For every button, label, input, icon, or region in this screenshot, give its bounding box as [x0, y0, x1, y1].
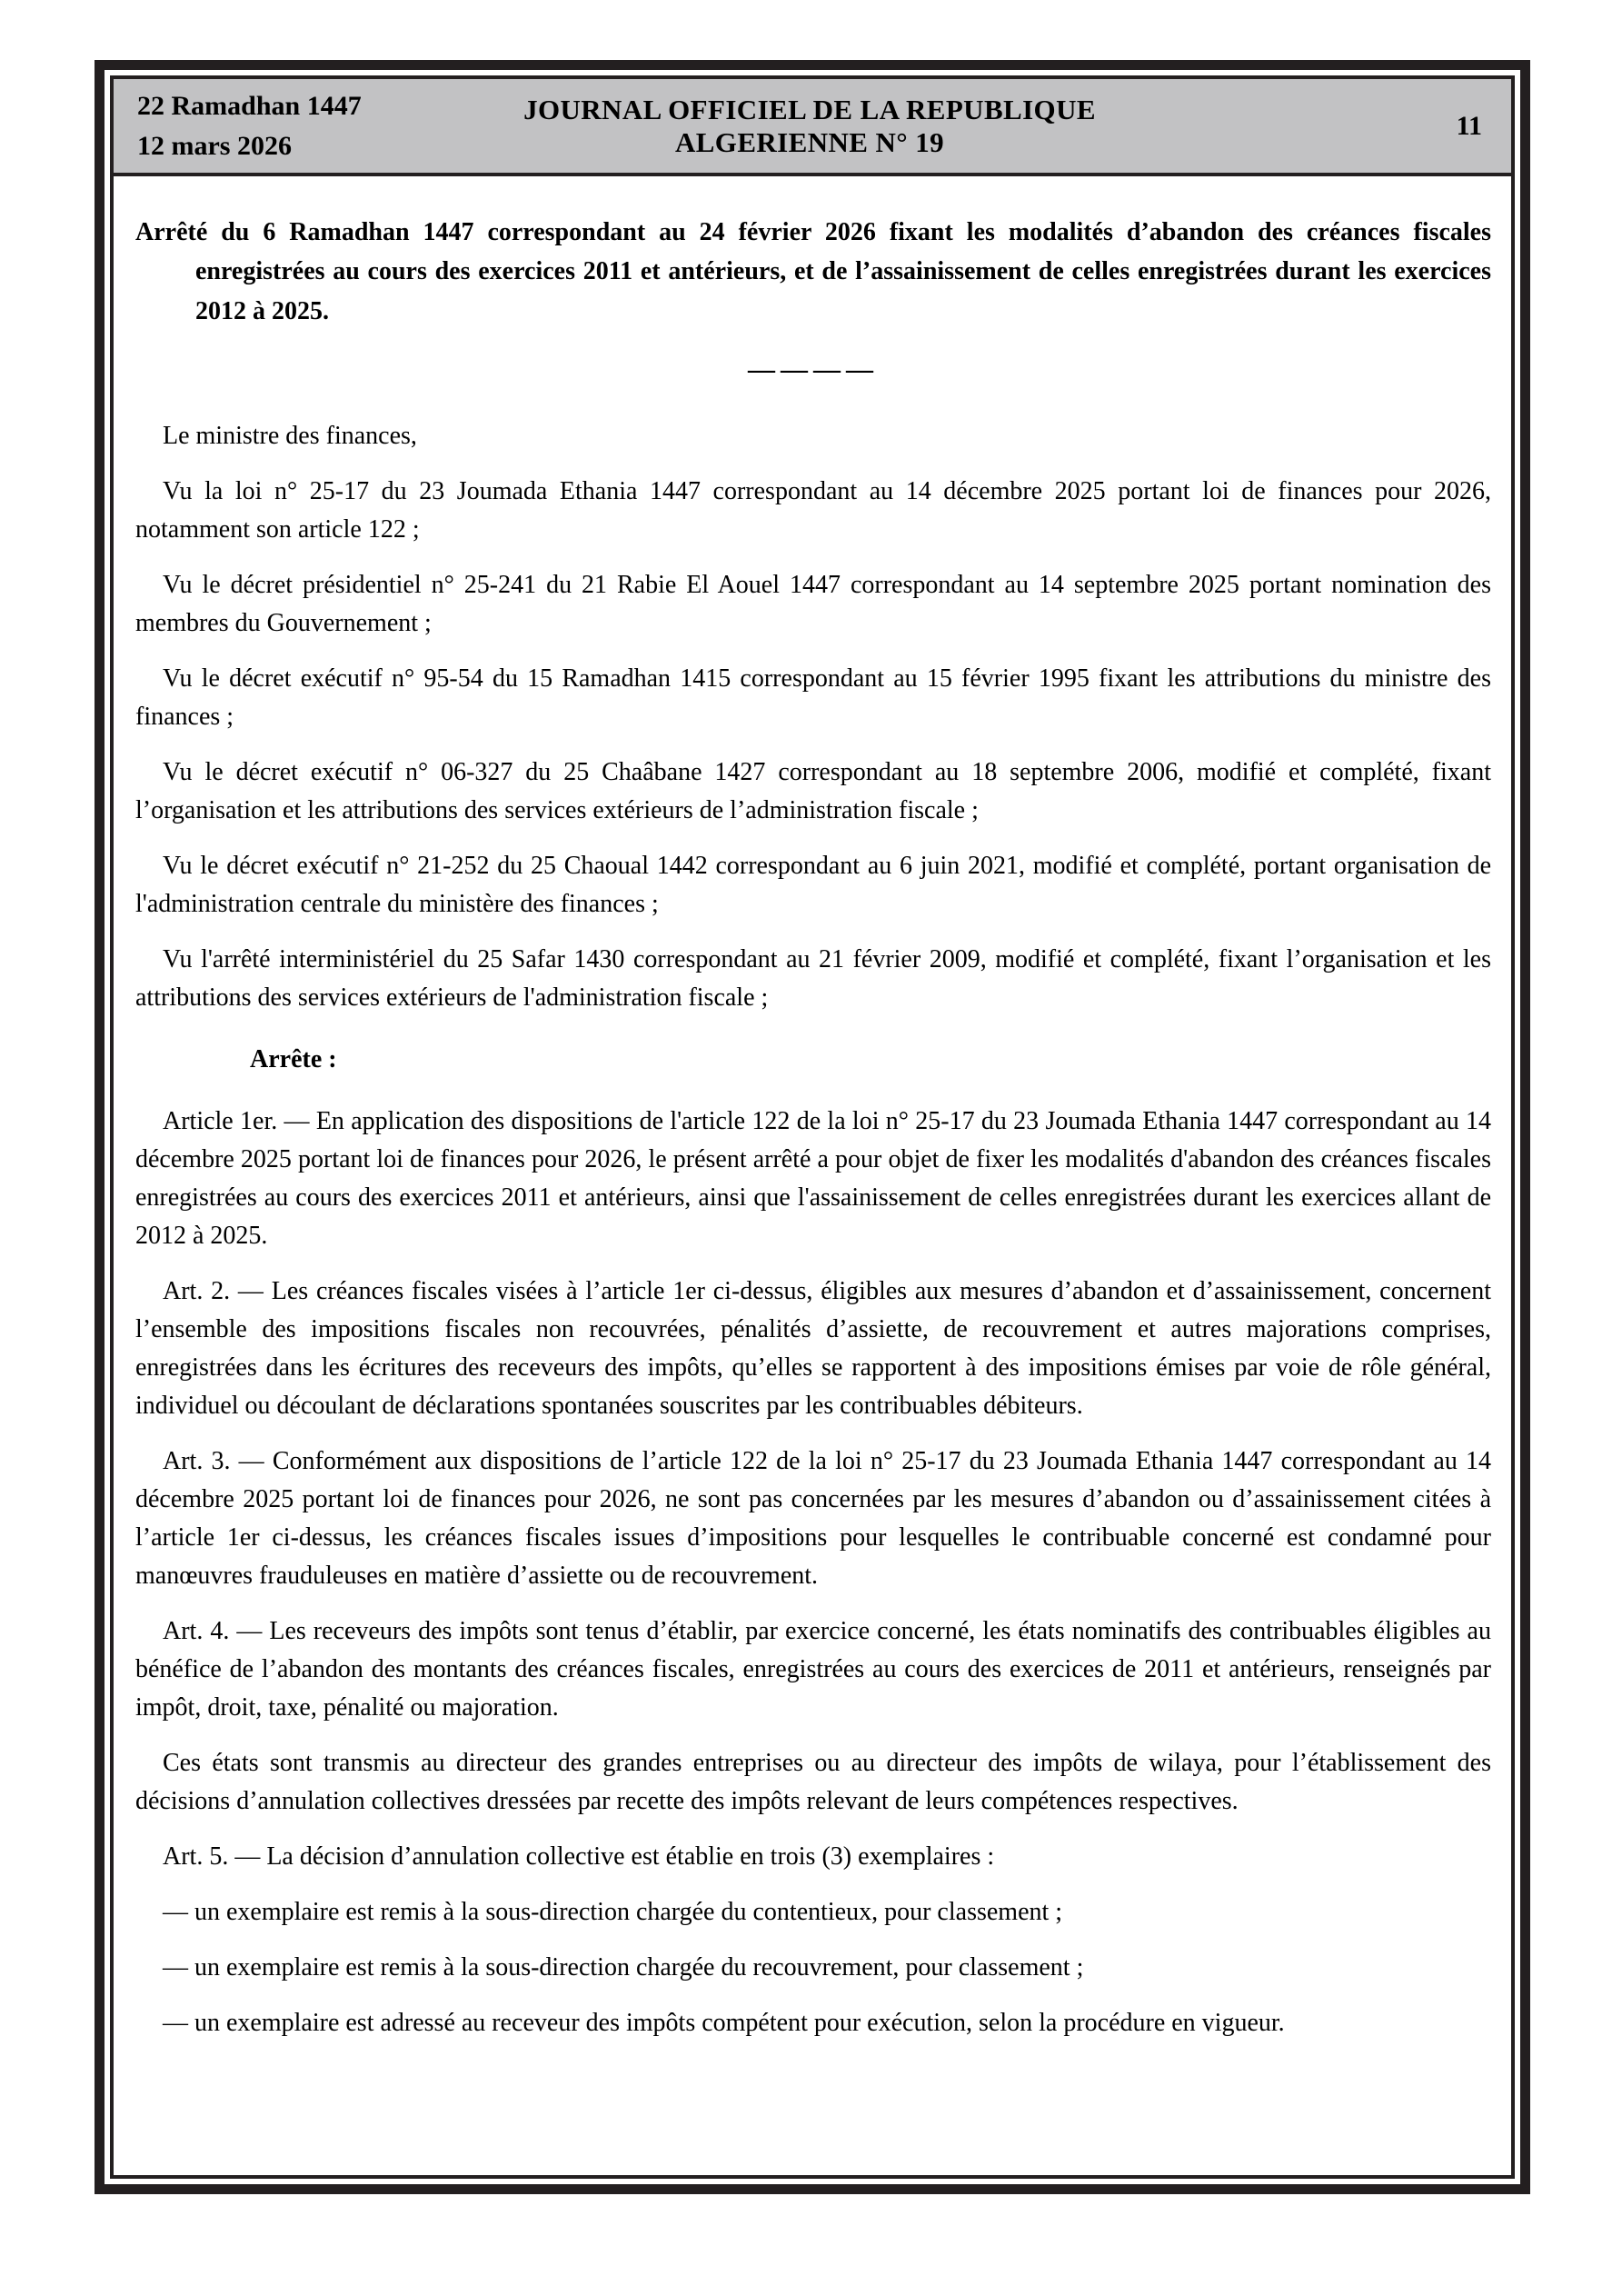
- article-2-paragraph: Art. 2. — Les créances fiscales visées à l’article 1er ci-dessus, éligibles aux mesures d’abandon et d’assainissement, concernent l’ensemble des impositions fiscales non recouvrées, pénalités d’assiette, de recouvrement et autres majorations comprises, enregistrées dans les écritures des receveurs des impôts, qu’elles se rapportent à des impositions émises par voie de rôle général, individuel ou découlant de déclarations spontanées souscrites par les contribuables débiteurs.: [135, 1277, 1491, 1421]
- paragraph-minister: Le ministre des finances,: [163, 422, 417, 451]
- article-4-continuation: Ces états sont transmis au directeur des grandes entreprises ou au directeur des impôts de wilaya, pour l’établissement des décisions d’annulation collectives dressées par recette des impôts relevant de leurs compétences respectives.: [135, 1749, 1491, 1816]
- bullet-item: — un exemplaire est adressé au receveur des impôts compétent pour exécution, selon la procédure en vigueur.: [163, 2009, 1285, 2038]
- bullet-item: — un exemplaire est remis à la sous-direction chargée du contentieux, pour classement ;: [163, 1898, 1063, 1927]
- page-number: 11: [1456, 110, 1482, 141]
- page-frame: [95, 60, 1530, 2194]
- title-separator: ————: [748, 354, 879, 385]
- bullet-item: — un exemplaire est remis à la sous-direction chargée du recouvrement, pour classement ;: [163, 1953, 1084, 1982]
- decree-title: Arrêté du 6 Ramadhan 1447 correspondant au 24 février 2026 fixant les modalités d’abandon des créances fiscales enregistrées au cours des exercices 2011 et antérieurs, et de l’assainissement de celles enregistrées durant les exercices 2012 à 2025.: [135, 218, 1491, 325]
- header-dates: [137, 86, 437, 165]
- article-3-paragraph: Art. 3. — Conformément aux dispositions de l’article 122 de la loi n° 25-17 du 23 Joumada Ethania 1447 correspondant au 14 décembre 2025 portant loi de finances pour 2026, ne sont pas concernées par les mesures d’abandon ou d’assainissement citées à l’article 1er ci-dessus, les créances fiscales issues d’impositions pour lesquelles le contribuable concerné est condamné pour manœuvres frauduleuses en matière d’assiette ou de recouvrement.: [135, 1447, 1491, 1591]
- visa-paragraph: Vu la loi n° 25-17 du 23 Joumada Ethania 1447 correspondant au 14 décembre 2025 portant loi de finances pour 2026, notamment son article 122 ;: [135, 477, 1491, 544]
- visa-paragraph: Vu le décret exécutif n° 21-252 du 25 Chaoual 1442 correspondant au 6 juin 2021, modifié et complété, portant organisation de l'administration centrale du ministère des finances ;: [135, 852, 1491, 919]
- document-body: [114, 176, 1511, 2175]
- visa-paragraph: Vu l'arrêté interministériel du 25 Safar 1430 correspondant au 21 février 2009, modifié et complété, fixant l’organisation et les attributions des services extérieurs de l'administration fiscale ;: [135, 945, 1491, 1013]
- article-4-paragraph: Art. 4. — Les receveurs des impôts sont tenus d’établir, par exercice concerné, les états nominatifs des contribuables éligibles au bénéfice de l’abandon des montants des créances fiscales, enregistrées au cours des exercices de 2011 et antérieurs, renseignés par impôt, droit, taxe, pénalité ou majoration.: [135, 1617, 1491, 1722]
- journal-title: JOURNAL OFFICIEL DE LA REPUBLIQUE ALGERIENNE N° 19: [523, 93, 1096, 158]
- visa-paragraph: Vu le décret exécutif n° 95-54 du 15 Ramadhan 1415 correspondant au 15 février 1995 fixant les attributions du ministre des finances ;: [135, 664, 1491, 732]
- gregorian-date: 12 mars 2026: [137, 130, 292, 161]
- journal-header: [114, 79, 1511, 176]
- article-1-paragraph: Article 1er. — En application des dispositions de l'article 122 de la loi n° 25-17 du 23 Joumada Ethania 1447 correspondant au 14 décembre 2025 portant loi de finances pour 2026, le présent arrêté a pour objet de fixer les modalités d'abandon des créances fiscales enregistrées au cours des exercices 2011 et antérieurs, ainsi que l'assainissement de celles enregistrées durant les exercices allant de 2012 à 2025.: [135, 1107, 1491, 1251]
- article-5-paragraph: Art. 5. — La décision d’annulation collective est établie en trois (3) exemplaires :: [163, 1842, 995, 1872]
- visa-paragraph: Vu le décret présidentiel n° 25-241 du 21 Rabie El Aouel 1447 correspondant au 14 septembre 2025 portant nomination des membres du Gouvernement ;: [135, 571, 1491, 638]
- hijri-date: 22 Ramadhan 1447: [137, 91, 362, 121]
- page-inner-frame: [110, 75, 1515, 2179]
- visa-paragraph: Vu le décret exécutif n° 06-327 du 25 Chaâbane 1427 correspondant au 18 septembre 2006, modifié et complété, fixant l’organisation et les attributions des services extérieurs de l’administration fiscale ;: [135, 758, 1491, 825]
- arrete-heading: Arrête :: [250, 1045, 337, 1074]
